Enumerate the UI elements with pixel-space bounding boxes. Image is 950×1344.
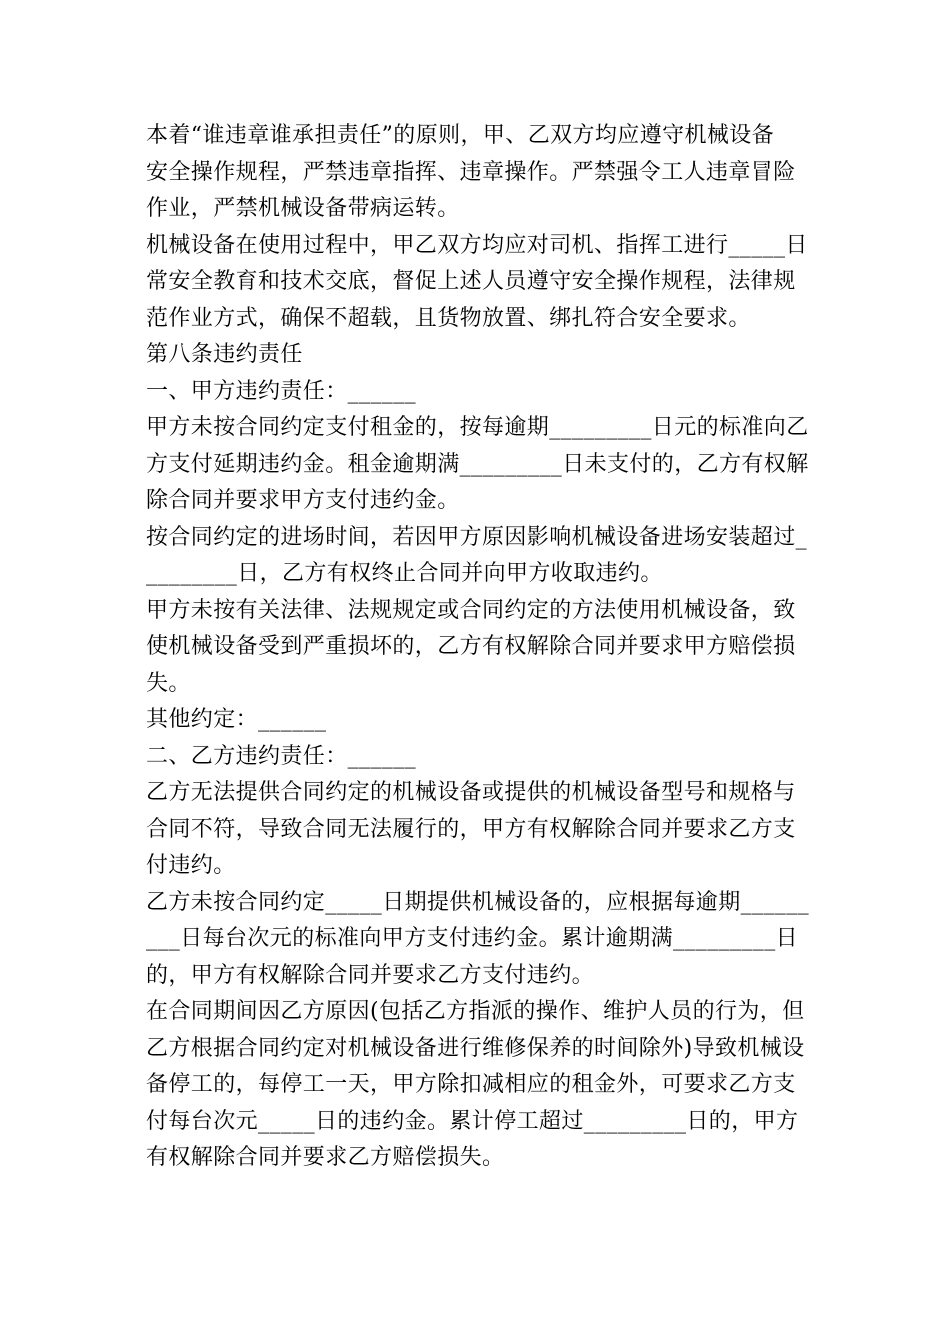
text-line: ___日每台次元的标准向甲方支付违约金。累计逾期满_________日 [146, 926, 799, 951]
text-line: 付每台次元_____日的违约金。累计停工超过_________日的，甲方 [146, 1108, 799, 1134]
text-line: 有权解除合同并要求乙方赔偿损失。 [146, 1145, 505, 1170]
text-line: 乙方未按合同约定_____日期提供机械设备的，应根据每逾期______ [146, 889, 810, 915]
text-line: ________日，乙方有权终止合同并向甲方收取违约。 [146, 561, 663, 586]
subsection-heading: 一、甲方违约责任：______ [146, 378, 417, 404]
text-line: 常安全教育和技术交底，督促上述人员遵守安全操作规程，法律规 [146, 269, 796, 294]
text-line: 本着“谁违章谁承担责任”的原则，甲、乙双方均应遵守机械设备 [146, 123, 775, 148]
text-line: 的，甲方有权解除合同并要求乙方支付违约。 [146, 962, 595, 988]
section-heading: 第八条违约责任 [146, 342, 303, 367]
text-line: 方支付延期违约金。租金逾期满_________日未支付的，乙方有权解 [146, 451, 809, 477]
document-body [146, 118, 816, 1177]
text-line: 作业，严禁机械设备带病运转。 [146, 196, 460, 221]
text-line: 甲方未按有关法律、法规规定或合同约定的方法使用机械设备，致 [146, 597, 796, 623]
text-line: 备停工的，每停工一天，甲方除扣减相应的租金外，可要求乙方支 [146, 1072, 796, 1097]
text-line: 合同不符，导致合同无法履行的，甲方有权解除合同并要求乙方支 [146, 816, 796, 842]
subsection-heading: 二、乙方违约责任：______ [146, 743, 417, 769]
text-line: 乙方根据合同约定对机械设备进行维修保养的时间除外)导致机械设 [146, 1035, 805, 1061]
text-line: 其他约定：______ [146, 707, 327, 732]
text-line: 乙方无法提供合同约定的机械设备或提供的机械设备型号和规格与 [146, 780, 796, 805]
text-line: 使机械设备受到严重损坏的，乙方有权解除合同并要求甲方赔偿损 [146, 634, 796, 659]
text-line: 除合同并要求甲方支付违约金。 [146, 488, 460, 513]
text-line: 按合同约定的进场时间，若因甲方原因影响机械设备进场安装超过_ [146, 524, 808, 550]
text-line: 安全操作规程，严禁违章指挥、违章操作。严禁强令工人违章冒险 [146, 159, 796, 185]
text-line: 付违约。 [146, 853, 236, 878]
text-line: 在合同期间因乙方原因(包括乙方指派的操作、维护人员的行为，但 [146, 999, 805, 1024]
text-line: 甲方未按合同约定支付租金的，按每逾期_________日元的标准向乙 [146, 415, 809, 440]
text-line: 机械设备在使用过程中，甲乙双方均应对司机、指挥工进行_____日 [146, 232, 808, 258]
text-line: 失。 [146, 670, 191, 696]
text-line: 范作业方式，确保不超载，且货物放置、绑扎符合安全要求。 [146, 305, 751, 331]
